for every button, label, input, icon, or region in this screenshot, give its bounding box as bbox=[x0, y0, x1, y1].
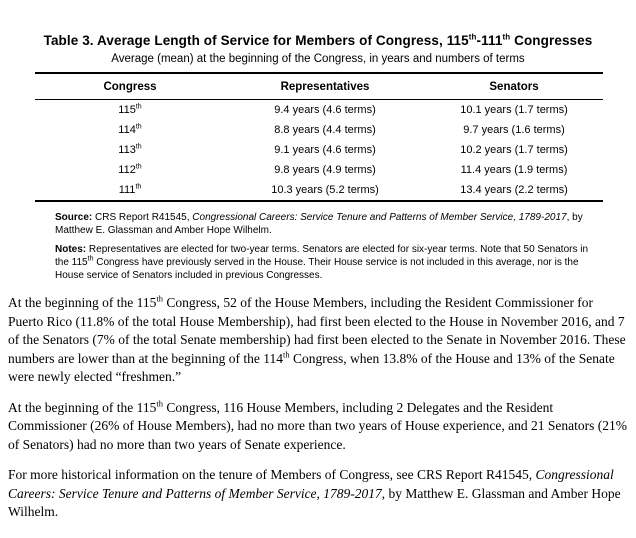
table-subtitle: Average (mean) at the beginning of the Congress, in years and numbers of terms bbox=[111, 53, 525, 65]
ordinal-superscript: th bbox=[135, 103, 142, 111]
ordinal-superscript: th bbox=[135, 183, 142, 191]
cell-senators: 11.4 years (1.9 terms) bbox=[460, 164, 568, 176]
table-row bbox=[35, 100, 603, 121]
cell-representatives: 9.1 years (4.6 terms) bbox=[274, 144, 376, 156]
col-header-senators: Senators bbox=[425, 73, 603, 100]
table-row bbox=[35, 160, 603, 180]
paragraph-more-information: For more historical information on the tenure of Members of Congress, see CRS Report R41545, Congressional Careers: Service Tenure and Patterns of Member Service, 1789-2017, by Matthew E. Glassman and Amber Hope Wilhelm. bbox=[8, 467, 621, 519]
table-title bbox=[0, 0, 636, 48]
table-header-row bbox=[35, 73, 603, 100]
table-row bbox=[35, 180, 603, 201]
cell-representatives: 9.4 years (4.6 terms) bbox=[274, 104, 376, 116]
paragraph-two-years-experience: At the beginning of the 115th Congress, 116 House Members, including 2 Delegates and the Resident Commissioner (26% of House Members), had no more than two years of House experience, and 21 Senators (21% of Senators) had no more than two years of Senate experience. bbox=[8, 398, 627, 452]
table-title-text: Congresses bbox=[510, 33, 593, 48]
cell-congress: 112th bbox=[118, 163, 142, 176]
table-title-text: -111 bbox=[476, 33, 503, 48]
cell-congress: 111th bbox=[118, 183, 142, 196]
service-length-table bbox=[35, 72, 603, 202]
cell-congress: 115th bbox=[118, 103, 142, 116]
cell-representatives: 10.3 years (5.2 terms) bbox=[271, 184, 379, 196]
cell-congress: 114th bbox=[118, 123, 142, 136]
col-header-congress: Congress bbox=[35, 73, 225, 100]
cell-senators: 10.2 years (1.7 terms) bbox=[460, 144, 568, 156]
cell-congress: 113th bbox=[118, 143, 142, 156]
cell-senators: 9.7 years (1.6 terms) bbox=[463, 124, 565, 136]
cell-senators: 10.1 years (1.7 terms) bbox=[460, 104, 568, 116]
table-title-text: Table 3. Average Length of Service for Members of Congress, 115 bbox=[43, 33, 469, 48]
table-notes: Notes: Representatives are elected for two-year terms. Senators are elected for six-year terms. Note that 50 Senators in the 115th Congress have previously served in the House. Their House service is not included in this average, nor is the House service of Senators included in previous Congresses. bbox=[55, 244, 589, 281]
col-header-representatives: Representatives bbox=[225, 73, 425, 100]
cell-senators: 13.4 years (2.2 terms) bbox=[460, 184, 568, 196]
table-row bbox=[35, 120, 603, 140]
cell-representatives: 8.8 years (4.4 terms) bbox=[274, 124, 376, 136]
ordinal-superscript: th bbox=[502, 32, 511, 42]
ordinal-superscript: th bbox=[468, 32, 477, 42]
ordinal-superscript: th bbox=[135, 143, 142, 151]
table-source: Source: CRS Report R41545, Congressional Careers: Service Tenure and Patterns of Member Service, 1789-2017, by Matthew E. Glassman and Amber Hope Wilhelm. bbox=[55, 212, 583, 236]
paragraph-freshmen-comparison: At the beginning of the 115th Congress, 52 of the House Members, including the Resident Commissioner for Puerto Rico (11.8% of the total House Membership), had first been elected to the House in November 2016, and 7 of the Senators (7% of the total Senate membership) had first been elected to the Senate in November 2016. These numbers are lower than at the beginning of the 114th Congress, when 13.8% of the House and 13% of the Senate were newly elected “freshmen.” bbox=[8, 293, 626, 384]
ordinal-superscript: th bbox=[135, 163, 142, 171]
cell-representatives: 9.8 years (4.9 terms) bbox=[274, 164, 376, 176]
table-row bbox=[35, 140, 603, 160]
ordinal-superscript: th bbox=[135, 123, 142, 131]
